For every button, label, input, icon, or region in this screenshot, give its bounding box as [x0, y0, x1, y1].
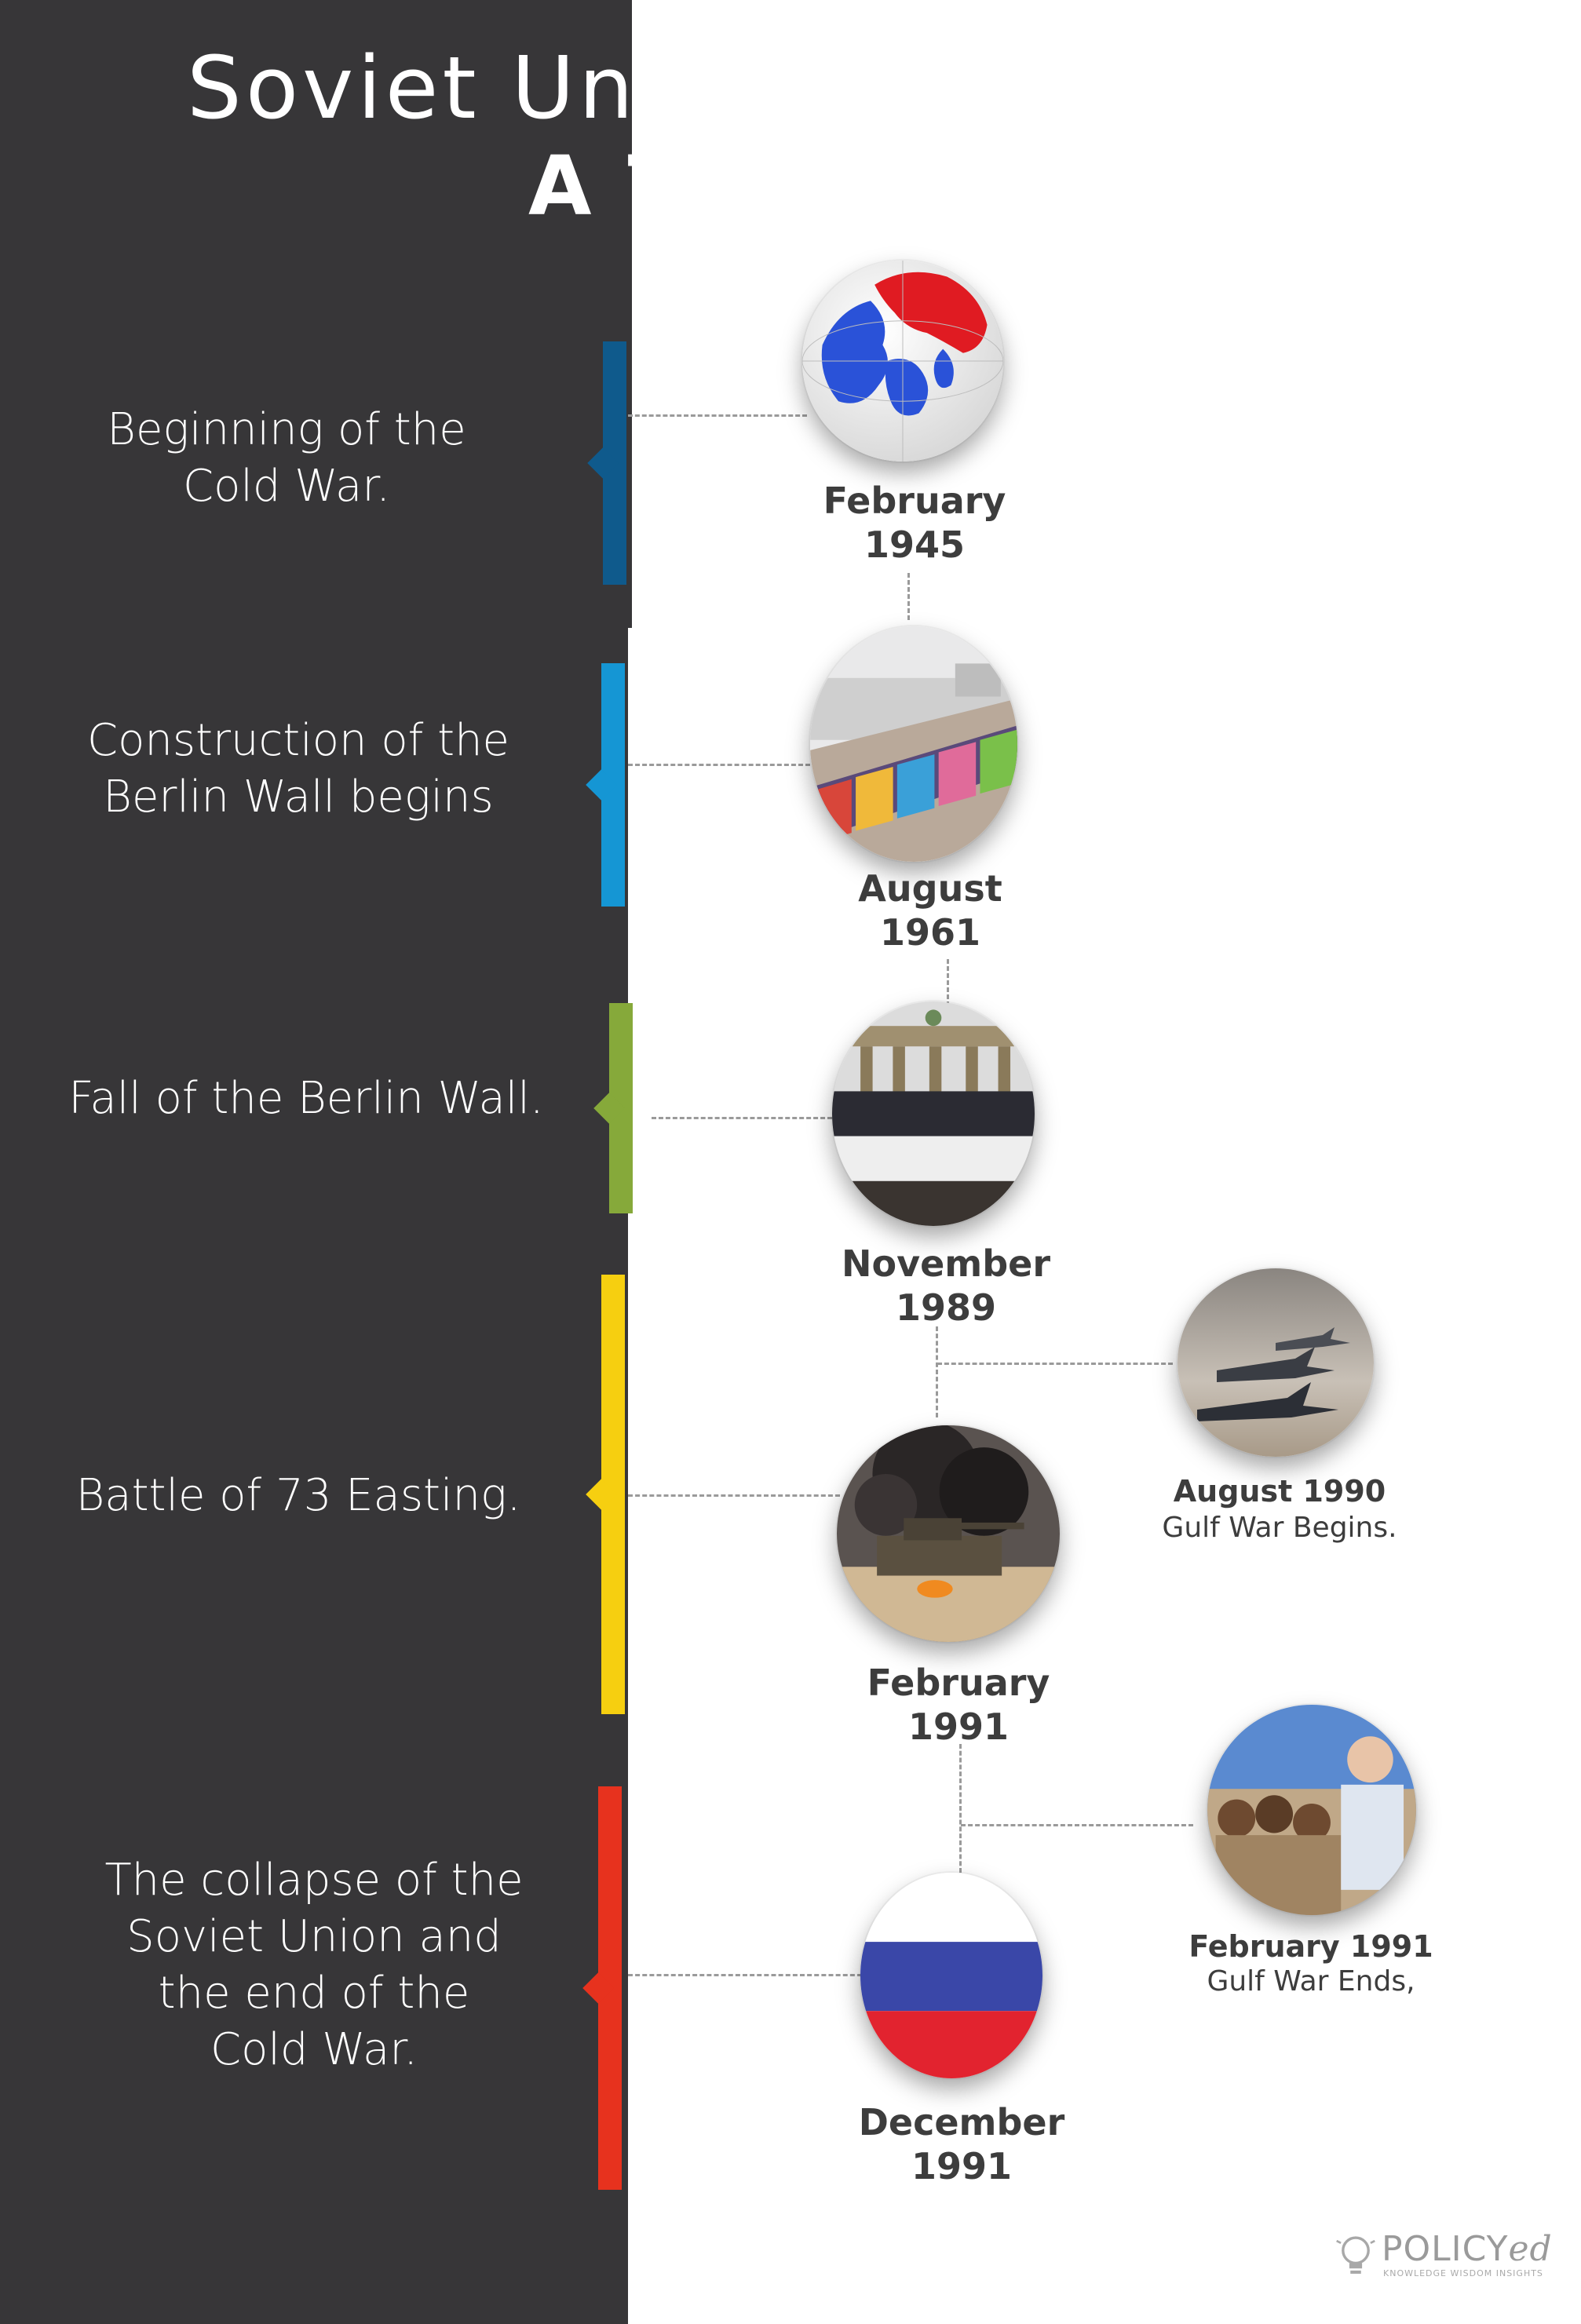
event-date-2: August 1961 [858, 867, 1002, 954]
event-color-tab-3 [609, 1003, 633, 1213]
policyed-logo [1335, 2229, 1554, 2284]
event-label-5: The collapse of the Soviet Union and the end of the Cold War. [104, 1855, 524, 2075]
page-subtitle: A Timeline [528, 138, 1053, 234]
side-connector-1 [937, 1363, 1173, 1365]
russian-flag [860, 1873, 1042, 2078]
connector-3 [652, 1117, 832, 1119]
event-color-tab-4 [601, 1275, 625, 1714]
burning-tank-photo [837, 1425, 1060, 1642]
logo-wordmark: POLICYed [1382, 2229, 1553, 2269]
page-title: Soviet Union and the Gulf [187, 38, 1394, 138]
connector-1 [628, 414, 807, 417]
timeline-connector-3 [936, 1326, 938, 1417]
timeline-connector-4 [959, 1744, 962, 1873]
timeline-connector-2 [947, 959, 949, 1006]
event-date-1: February 1945 [823, 480, 1006, 566]
event-label-1: Beginning of the Cold War. [107, 404, 466, 512]
event-color-tab-2 [601, 663, 625, 907]
world-map-globe [802, 261, 1003, 462]
connector-4 [628, 1494, 840, 1497]
side-event-note-2: Gulf War Ends, [1207, 1965, 1415, 1997]
brandenburg-gate-crowd-photo [832, 1001, 1035, 1226]
side-event-date-2: February 1991 [1188, 1929, 1433, 1964]
event-color-tab-5 [598, 1786, 622, 2190]
connector-2 [628, 764, 810, 766]
side-event-note-1: Gulf War Begins. [1162, 1512, 1397, 1544]
berlin-wall-photo [810, 626, 1017, 862]
timeline-connector-1 [907, 573, 910, 620]
event-date-3: November 1989 [841, 1242, 1051, 1329]
event-label-4: Battle of 73 Easting. [75, 1470, 521, 1521]
fighter-jets-photo [1178, 1268, 1374, 1457]
side-connector-2 [961, 1824, 1193, 1826]
event-color-tab-1 [603, 341, 626, 585]
logo-tagline: KNOWLEDGE WISDOM INSIGHTS [1383, 2268, 1543, 2278]
connector-5 [628, 1974, 862, 1976]
event-label-2: Construction of the Berlin Wall begins [86, 715, 510, 823]
lightbulb-icon [1335, 2232, 1377, 2279]
event-date-5: December 1991 [858, 2101, 1065, 2187]
side-event-date-1: August 1990 [1173, 1474, 1386, 1509]
event-label-3: Fall of the Berlin Wall. [68, 1073, 544, 1124]
president-with-troops-photo [1207, 1705, 1416, 1915]
event-date-4: February 1991 [867, 1662, 1050, 1748]
